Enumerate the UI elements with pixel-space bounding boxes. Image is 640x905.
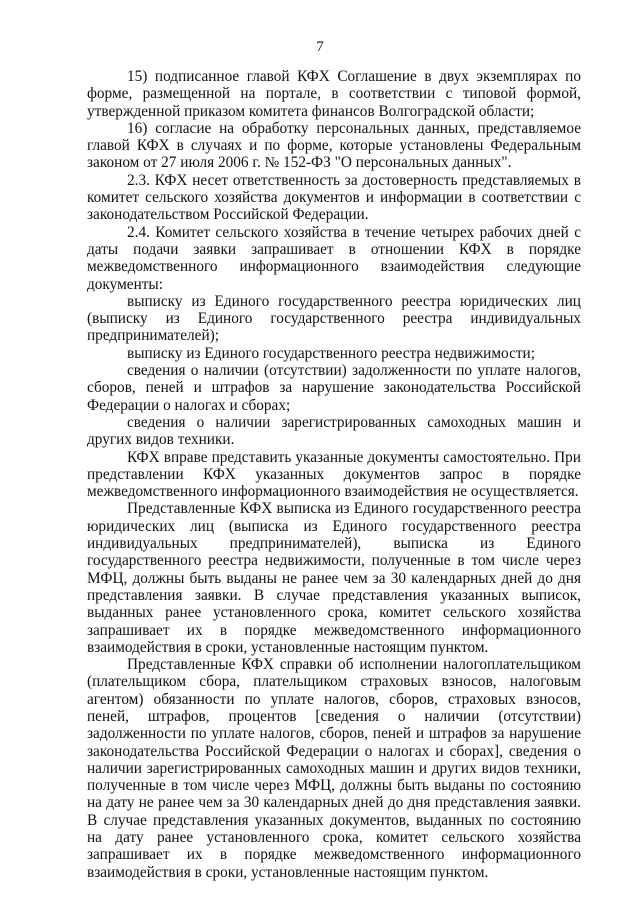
- list-item-machinery-info: сведения о наличии зарегистрированных самоходных машин и других видов техники.: [87, 413, 581, 449]
- paragraph-item-15: 15) подписанное главой КФХ Соглашение в двух экземплярах по форме, размещенной на портале, в соответствии с типовой формой, утвержденной приказом комитета финансов Волгоградской области;: [87, 68, 581, 120]
- list-item-tax-debt-info: сведения о наличии (отсутствии) задолженности по уплате налогов, сборов, пеней и штрафов за нарушение законодательства Российской Федерации о налогах и сборах;: [87, 362, 581, 414]
- page-number: 7: [316, 39, 324, 55]
- document-body: [87, 68, 581, 881]
- paragraph-2-4: 2.4. Комитет сельского хозяйства в течение четырех рабочих дней с даты подачи заявки запрашивает в отношении КФХ в порядке межведомственного информационного взаимодействия следующие документы:: [87, 223, 581, 293]
- paragraph-item-16: 16) согласие на обработку персональных данных, представляемое главой КФХ в случаях и по форме, которые установлены Федеральным законом от 27 июля 2006 г. № 152-ФЗ "О персональных данных".: [87, 119, 581, 172]
- paragraph-extract-validity: Представленные КФХ выписка из Единого государственного реестра юридических лиц (выписка из Единого государственного реестра индивидуальных предпринимателей), выписка из Единого государственного реестра недвижимости, полученные в том числе через МФЦ, должны быть выданы не ранее чем за 30 календарных дней до дня представления заявки. В случае представления указанных выписок, выданных ранее установленного срока, комитет сельского хозяйства запрашивает их в порядке межведомственного информационного взаимодействия в сроки, установленные настоящим пунктом.: [87, 500, 581, 656]
- paragraph-certificate-validity: Представленные КФХ справки об исполнении налогоплательщиком (плательщиком сбора, плательщиком страховых взносов, налоговым агентом) обязанности по уплате налогов, сборов, страховых взносов, пеней, штрафов, процентов [сведения о наличии (отсутствии) задолженности по уплате налогов, сборов, пеней и штрафов за нарушение законодательства Российской Федерации о налогах и сборах], сведения о наличии зарегистрированных самоходных машин и других видов техники, полученные в том числе через МФЦ, должны быть выданы по состоянию на дату не ранее чем за 30 календарных дней до дня представления заявки. В случае представления указанных документов, выданных по состоянию на дату ранее установленного срока, комитет сельского хозяйства запрашивает их в порядке межведомственного информационного взаимодействия в сроки, установленные настоящим пунктом.: [87, 656, 581, 881]
- list-item-egrn-extract: выписку из Единого государственного реестра недвижимости;: [127, 344, 535, 362]
- list-item-egrul-extract: выписку из Единого государственного реестра юридических лиц (выписку из Единого государственного реестра индивидуальных предпринимателей);: [87, 292, 581, 345]
- paragraph-2-3: 2.3. КФХ несет ответственность за достоверность представляемых в комитет сельского хозяйства документов и информации в соответствии с законодательством Российской Федерации.: [87, 171, 581, 224]
- paragraph-self-submission: КФХ вправе представить указанные документы самостоятельно. При представлении КФХ указанных документов запрос в порядке межведомственного информационного взаимодействия не осуществляется.: [87, 448, 581, 501]
